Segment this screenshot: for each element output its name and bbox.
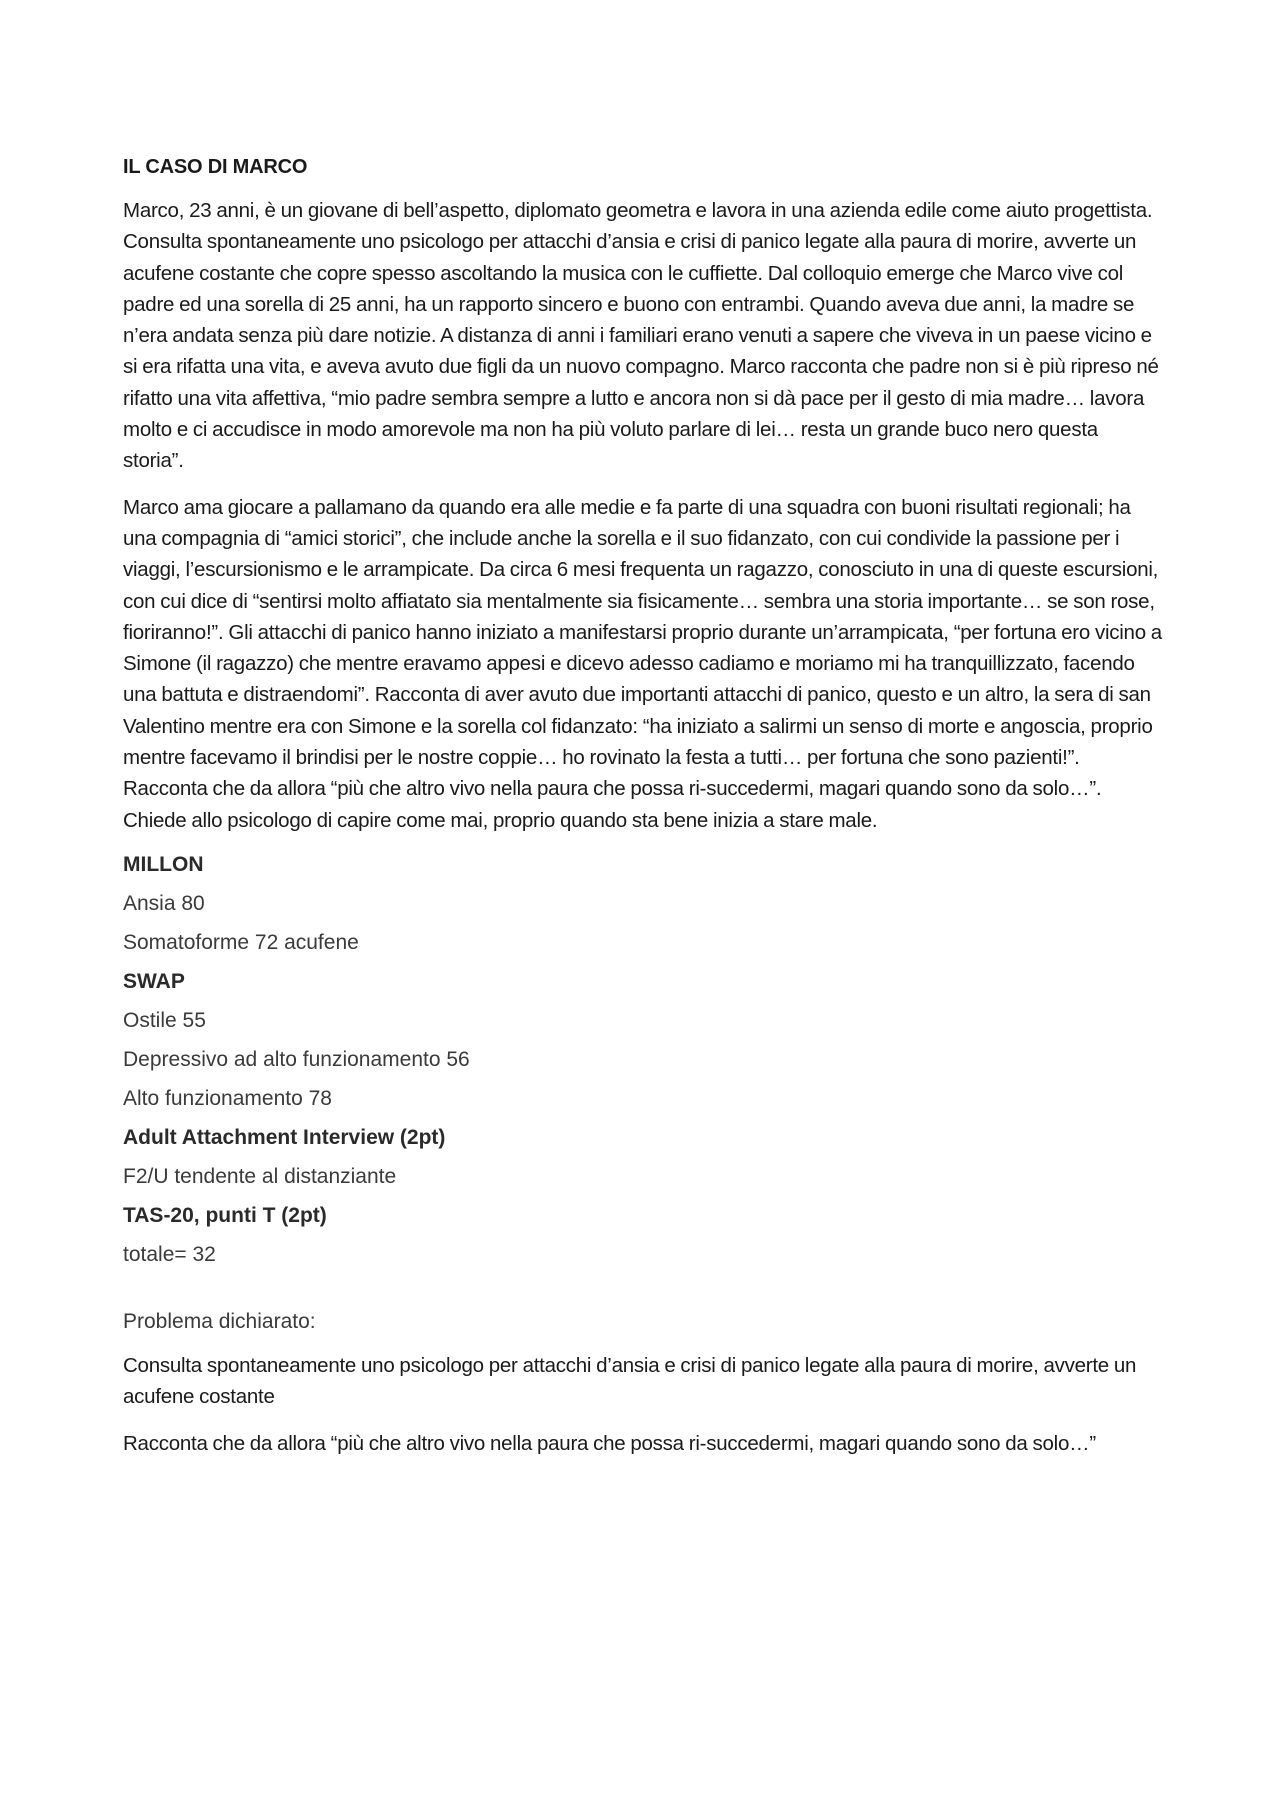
- document-page: [123, 152, 1163, 1474]
- millon-somatoforme: Somatoforme 72 acufene: [123, 930, 359, 954]
- case-paragraph-1: Marco, 23 anni, è un giovane di bell’aspetto, diplomato geometra e lavora in una azienda edile come aiuto progettista. Consulta spontaneamente uno psicologo per attacchi d’ansia e crisi di panico legate alla paura di morire, avverte un acufene costante che copre spesso ascoltando la musica con le cuffiette. Dal colloquio emerge che Marco vive col padre ed una sorella di 25 anni, ha un rapporto sincero e buono con entrambi. Quando aveva due anni, la madre se n’era andata senza più dare notizie. A distanza di anni i familiari erano venuti a sapere che viveva in un paese vicino e si era rifatta una vita, e aveva avuto due figli da un nuovo compagno. Marco racconta che padre non si è più ripreso né rifatto una vita affettiva, “mio padre sembra sempre a lutto e ancora non si dà pace per il gesto di mia madre… lavora molto e ci accudisce in modo amorevole ma non ha più voluto parlare di lei… resta un grande buco nero questa storia”.: [123, 199, 1159, 473]
- millon-heading: MILLON: [123, 852, 204, 876]
- millon-ansia: Ansia 80: [123, 891, 205, 915]
- swap-heading: SWAP: [123, 969, 185, 993]
- test-results: [123, 851, 1163, 1280]
- aai-heading: Adult Attachment Interview (2pt): [123, 1125, 446, 1149]
- problem-heading: Problema dichiarato:: [123, 1309, 316, 1333]
- swap-ostile: Ostile 55: [123, 1008, 206, 1032]
- problem-paragraph-1: Consulta spontaneamente uno psicologo per attacchi d’ansia e crisi di panico legate alla paura di morire, avverte un acufene costante: [123, 1353, 1137, 1409]
- section-spacer: [123, 1280, 1163, 1308]
- problem-paragraph-2: Racconta che da allora “più che altro vivo nella paura che possa ri-succedermi, magari quando sono da solo…”: [123, 1431, 1096, 1455]
- tas-value: totale= 32: [123, 1242, 216, 1266]
- document-title: IL CASO DI MARCO: [123, 156, 308, 178]
- aai-value: F2/U tendente al distanziante: [123, 1164, 397, 1188]
- swap-depressivo: Depressivo ad alto funzionamento 56: [123, 1047, 470, 1071]
- tas-heading: TAS-20, punti T (2pt): [123, 1203, 327, 1227]
- swap-alto-funzionamento: Alto funzionamento 78: [123, 1086, 332, 1110]
- case-paragraph-2: Marco ama giocare a pallamano da quando era alle medie e fa parte di una squadra con buoni risultati regionali; ha una compagnia di “amici storici”, che include anche la sorella e il suo fidanzato, con cui condivide la passione per i viaggi, l’escursionismo e le arrampicate. Da circa 6 mesi frequenta un ragazzo, conosciuto in una di queste escursioni, con cui dice di “sentirsi molto affiatato sia mentalmente sia fisicamente… sembra una storia importante… se son rose, fioriranno!”. Gli attacchi di panico hanno iniziato a manifestarsi proprio durante un’arrampicata, “per fortuna ero vicino a Simone (il ragazzo) che mentre eravamo appesi e dicevo adesso cadiamo e moriamo mi ha tranquillizzato, facendo una battuta e distraendomi”. Racconta di aver avuto due importanti attacchi di panico, questo e un altro, la sera di san Valentino mentre era con Simone e la sorella col fidanzato: “ha iniziato a salirmi un senso di morte e angoscia, proprio mentre facevamo il brindisi per le nostre coppie… ho rovinato la festa a tutti… per fortuna che sono pazienti!”. Racconta che da allora “più che altro vivo nella paura che possa ri-succedermi, magari quando sono da solo…”. Chiede allo psicologo di capire come mai, proprio quando sta bene inizia a stare male.: [123, 495, 1162, 832]
